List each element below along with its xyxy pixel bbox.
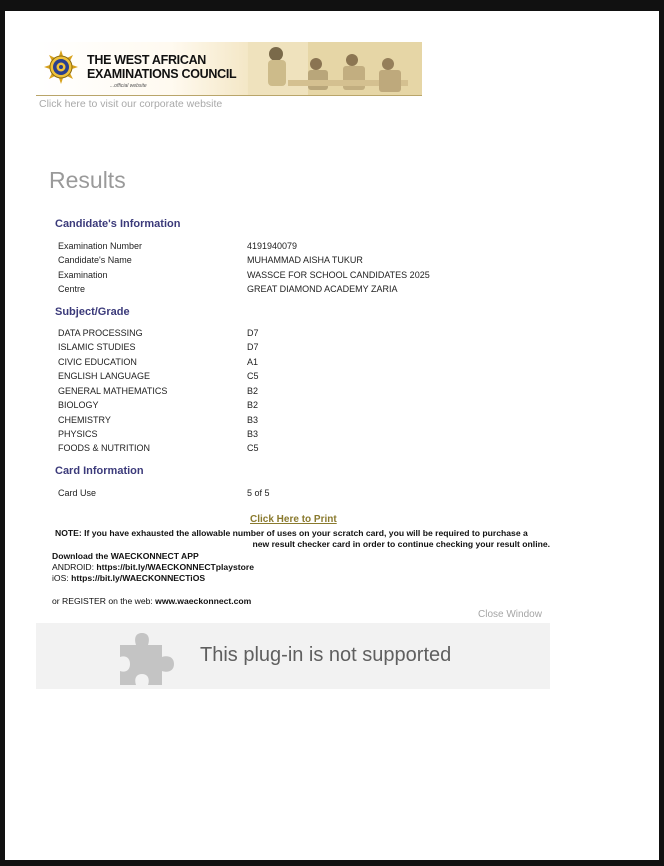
info-row-centre [58, 284, 618, 298]
subject-name: ISLAMIC STUDIES [58, 342, 136, 352]
waec-banner[interactable] [36, 42, 422, 96]
info-label: Examination Number [58, 241, 143, 251]
grade-row [58, 429, 618, 443]
unsupported-plugin-box [36, 623, 550, 689]
candidate-info-heading: Candidate's Information [55, 218, 181, 230]
register-line [52, 596, 251, 606]
grade-row [58, 371, 618, 385]
note-line-1: NOTE: If you have exhausted the allowable number of uses on your scratch card, you will be required to purchase a [55, 528, 528, 538]
info-row-candidate-name [58, 255, 618, 269]
corporate-website-link[interactable]: Click here to visit our corporate website [39, 98, 223, 110]
info-value: MUHAMMAD AISHA TUKUR [247, 255, 363, 265]
puzzle-piece-icon [116, 627, 176, 687]
subject-name: ENGLISH LANGUAGE [58, 371, 151, 381]
info-value: GREAT DIAMOND ACADEMY ZARIA [247, 284, 398, 294]
card-use-label: Card Use [58, 488, 97, 498]
info-row-examination [58, 270, 618, 284]
note-line-2: new result checker card in order to continue checking your result online. [252, 539, 550, 549]
subject-grade: C5 [247, 371, 259, 381]
register-label: or REGISTER on the web: [52, 596, 153, 606]
grade-row [58, 400, 618, 414]
grade-row [58, 357, 618, 371]
page-title: Results [49, 167, 126, 193]
grade-row [58, 415, 618, 429]
subject-name: FOODS & NUTRITION [58, 443, 150, 453]
android-link[interactable]: https://bit.ly/WAECKONNECTplaystore [96, 562, 254, 572]
subject-grade: D7 [247, 328, 259, 338]
ios-download-line [52, 573, 205, 583]
grade-row [58, 328, 618, 342]
scratch-card-note [55, 528, 550, 550]
info-value: WASSCE FOR SCHOOL CANDIDATES 2025 [247, 270, 430, 280]
org-tagline: ...official website [110, 83, 147, 89]
subject-grade: A1 [247, 357, 259, 367]
plugin-message: This plug-in is not supported [200, 644, 452, 666]
subject-name: BIOLOGY [58, 400, 99, 410]
info-label: Centre [58, 284, 86, 294]
subject-name: PHYSICS [58, 429, 98, 439]
subject-grade: B2 [247, 386, 259, 396]
subject-grade: C5 [247, 443, 259, 453]
android-download-line [52, 562, 254, 572]
waec-seal-logo [44, 50, 78, 84]
info-row-exam-number [58, 241, 618, 255]
card-info-heading: Card Information [55, 465, 144, 477]
close-window-link[interactable]: Close Window [478, 609, 542, 620]
subject-name: GENERAL MATHEMATICS [58, 386, 168, 396]
subject-name: DATA PROCESSING [58, 328, 143, 338]
subject-name: CHEMISTRY [58, 415, 111, 425]
subject-name: CIVIC EDUCATION [58, 357, 137, 367]
subject-grade: B2 [247, 400, 259, 410]
subject-grade: D7 [247, 342, 259, 352]
info-label: Candidate's Name [58, 255, 132, 265]
ios-label: iOS: [52, 573, 69, 583]
android-label: ANDROID: [52, 562, 95, 572]
download-heading: Download the WAECKONNECT APP [52, 551, 199, 561]
grade-row [58, 386, 618, 400]
subject-grade: B3 [247, 429, 259, 439]
card-use-value: 5 of 5 [247, 488, 270, 498]
subject-grade: B3 [247, 415, 259, 425]
grade-row [58, 443, 618, 457]
print-link[interactable]: Click Here to Print [250, 514, 337, 525]
grade-row [58, 342, 618, 356]
subject-grade-heading: Subject/Grade [55, 306, 130, 318]
results-page [5, 11, 659, 860]
card-use-row [58, 488, 618, 502]
info-value: 4191940079 [247, 241, 298, 251]
org-name: THE WEST AFRICAN EXAMINATIONS COUNCIL [87, 53, 237, 81]
ios-link[interactable]: https://bit.ly/WAECKONNECTiOS [71, 573, 206, 583]
register-link[interactable]: www.waeckonnect.com [155, 596, 252, 606]
students-photo [248, 42, 422, 95]
info-label: Examination [58, 270, 108, 280]
